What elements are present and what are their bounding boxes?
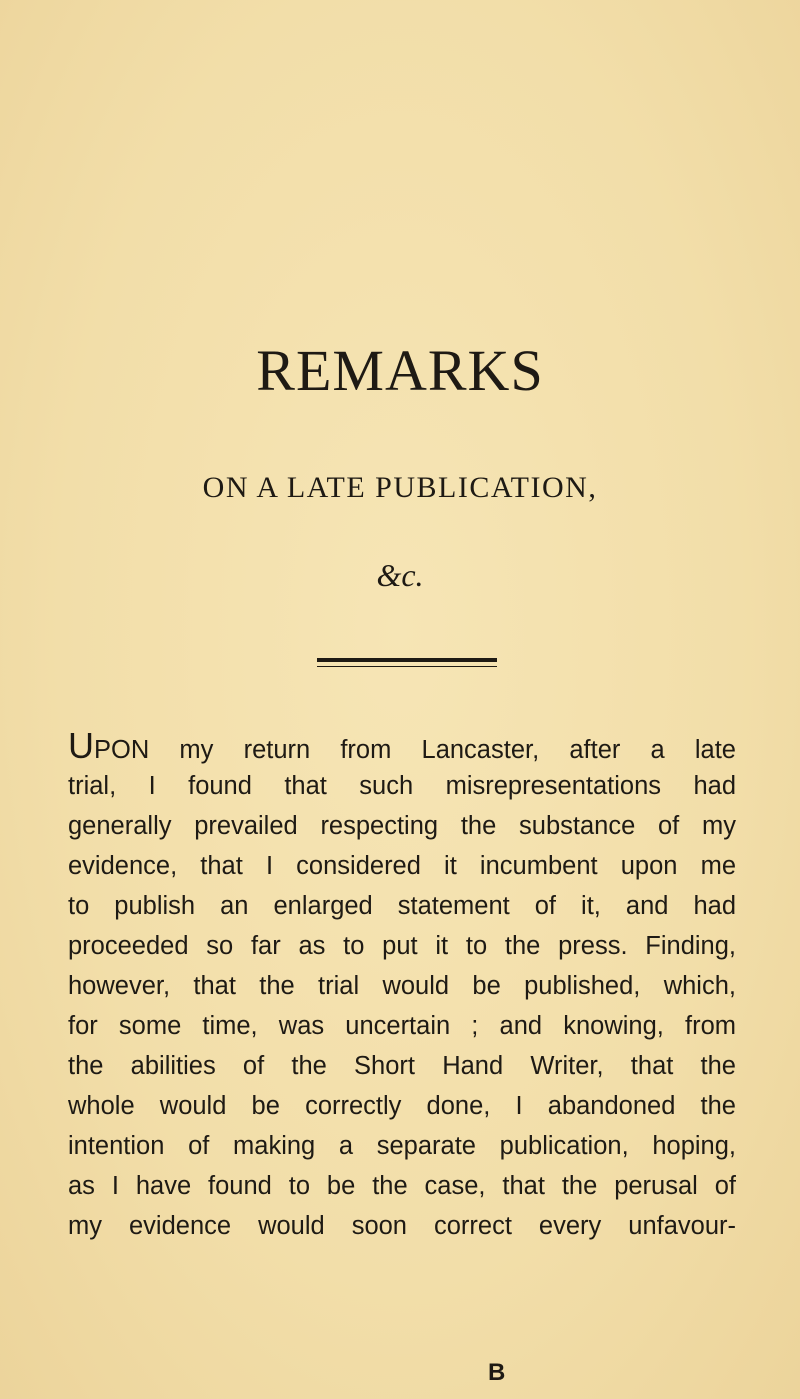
text-line-2: trial, I found that such misrepresentations had	[68, 772, 736, 800]
text-line-10: whole would be correctly done, I abandoned the	[68, 1092, 736, 1120]
body-paragraph	[68, 726, 736, 1246]
divider-thick	[317, 658, 497, 662]
page-subtitle: ON A LATE PUBLICATION,	[202, 471, 598, 504]
text-line-11: intention of making a separate publication, hoping,	[68, 1132, 736, 1160]
page-title: REMARKS	[256, 338, 544, 403]
text-line-3: generally prevailed respecting the substance of my	[68, 812, 736, 840]
text-line-4: evidence, that I considered it incumbent upon me	[68, 852, 736, 880]
drop-cap: U	[68, 725, 94, 766]
text-line-6: proceeded so far as to put it to the press. Finding,	[68, 932, 736, 960]
divider-thin	[317, 666, 497, 667]
text-line-1: UPON my return from Lancaster, after a late	[68, 725, 736, 766]
signature-mark: B	[488, 1359, 506, 1386]
text-line-9: the abilities of the Short Hand Writer, that the	[68, 1052, 736, 1080]
text-line-7: however, that the trial would be published, which,	[68, 972, 736, 1000]
text-line-12: as I have found to be the case, that the perusal of	[68, 1172, 736, 1200]
text-line-13: my evidence would soon correct every unfavour-	[68, 1212, 736, 1240]
etcetera: &c.	[376, 557, 424, 593]
text-line-8: for some time, was uncertain ; and knowing, from	[68, 1012, 736, 1040]
text-line-5: to publish an enlarged statement of it, and had	[68, 892, 736, 920]
